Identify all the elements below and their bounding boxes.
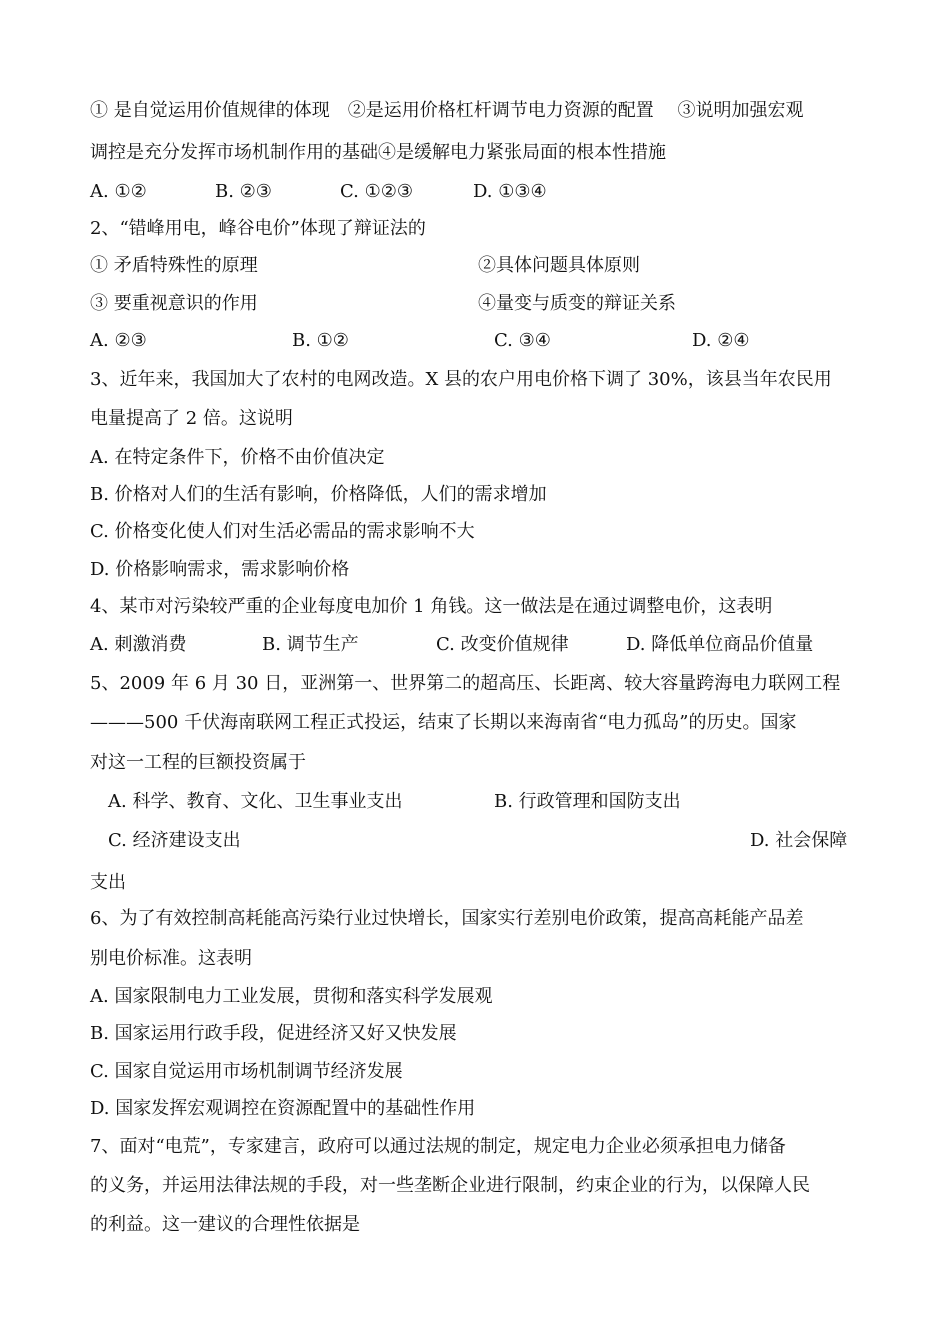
q5-option-d: D. 社会保障 <box>750 830 848 851</box>
q2-option-d: D. ②④ <box>692 330 750 351</box>
q3-option-b: B. 价格对人们的生活有影响，价格降低，人们的需求增加 <box>90 484 547 505</box>
q5-option-c: C. 经济建设支出 <box>108 830 241 851</box>
q7-stem-2: 的义务，并运用法律法规的手段，对一些垄断企业进行限制，约束企业的行为，以保障人民 <box>90 1175 810 1196</box>
q2-item-3: ③ 要重视意识的作用 <box>90 293 258 314</box>
q2-option-c: C. ③④ <box>494 330 551 351</box>
q6-stem-2: 别电价标准。这表明 <box>90 948 252 969</box>
q5-stem-3: 对这一工程的巨额投资属于 <box>90 752 306 773</box>
q4-stem: 4、某市对污染较严重的企业每度电加价 1 角钱。这一做法是在通过调整电价，这表明 <box>90 596 773 617</box>
q1-option-a: A. ①② <box>90 181 147 202</box>
q1-line-2: 调控是充分发挥市场机制作用的基础④是缓解电力紧张局面的根本性措施 <box>90 142 666 163</box>
q4-option-b: B. 调节生产 <box>262 634 359 655</box>
q4-option-d: D. 降低单位商品价值量 <box>626 634 814 655</box>
q3-stem-2: 电量提高了 2 倍。这说明 <box>90 408 293 429</box>
q2-option-b: B. ①② <box>292 330 349 351</box>
q2-stem: 2、“错峰用电，峰谷电价”体现了辩证法的 <box>90 218 426 239</box>
q6-stem-1: 6、为了有效控制高耗能高污染行业过快增长，国家实行差别电价政策，提高高耗能产品差 <box>90 908 804 929</box>
q4-option-c: C. 改变价值规律 <box>436 634 569 655</box>
q5-option-a: A. 科学、教育、文化、卫生事业支出 <box>108 791 403 812</box>
q1-option-c: C. ①②③ <box>340 181 413 202</box>
q7-stem-1: 7、面对“电荒”，专家建言，政府可以通过法规的制定，规定电力企业必须承担电力储备 <box>90 1136 786 1157</box>
q1-option-b: B. ②③ <box>215 181 272 202</box>
q4-option-a: A. 刺激消费 <box>90 634 187 655</box>
q2-item-1: ① 矛盾特殊性的原理 <box>90 255 258 276</box>
q3-stem-1: 3、近年来，我国加大了农村的电网改造。X 县的农户用电价格下调了 30%，该县当年农民用 <box>90 369 832 390</box>
q6-option-d: D. 国家发挥宏观调控在资源配置中的基础性作用 <box>90 1098 476 1119</box>
q6-option-b: B. 国家运用行政手段，促进经济又好又快发展 <box>90 1023 457 1044</box>
q3-option-c: C. 价格变化使人们对生活必需品的需求影响不大 <box>90 521 475 542</box>
q2-item-2: ②具体问题具体原则 <box>478 255 640 276</box>
q2-option-a: A. ②③ <box>90 330 147 351</box>
q5-option-d-continuation: 支出 <box>90 872 126 893</box>
q5-stem-1: 5、2009 年 6 月 30 日，亚洲第一、世界第二的超高压、长距离、较大容量跨海电力联网工程 <box>90 673 841 694</box>
q5-option-b: B. 行政管理和国防支出 <box>494 791 681 812</box>
q1-line-1: ① 是自觉运用价值规律的体现 ②是运用价格杠杆调节电力资源的配置 ③说明加强宏观 <box>90 100 804 121</box>
q6-option-a: A. 国家限制电力工业发展，贯彻和落实科学发展观 <box>90 986 493 1007</box>
q1-option-d: D. ①③④ <box>473 181 547 202</box>
q3-option-d: D. 价格影响需求，需求影响价格 <box>90 559 350 580</box>
q2-item-4: ④量变与质变的辩证关系 <box>478 293 676 314</box>
q7-stem-3: 的利益。这一建议的合理性依据是 <box>90 1214 360 1235</box>
q5-stem-2: ———500 千伏海南联网工程正式投运，结束了长期以来海南省“电力孤岛”的历史。国家 <box>90 712 797 733</box>
q6-option-c: C. 国家自觉运用市场机制调节经济发展 <box>90 1061 403 1082</box>
q3-option-a: A. 在特定条件下，价格不由价值决定 <box>90 447 385 468</box>
